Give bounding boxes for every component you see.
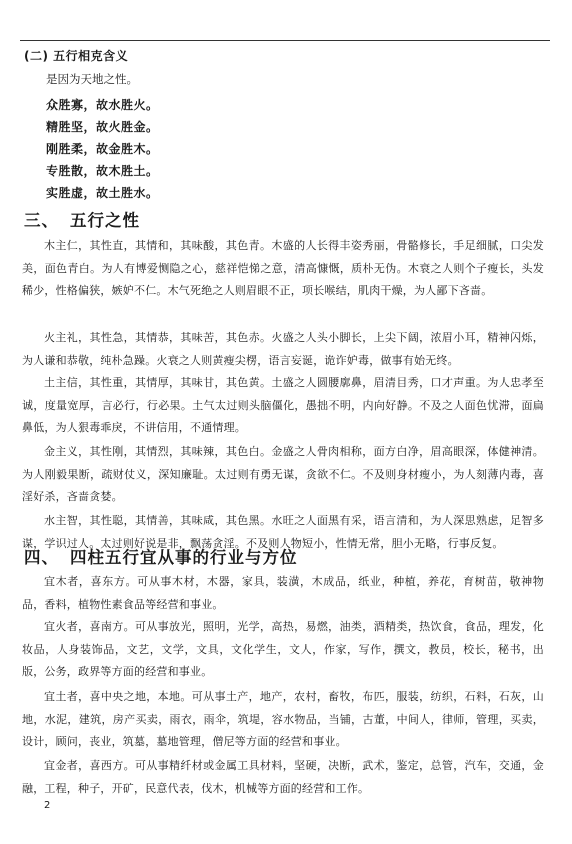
proverb-item: 众胜寡，故水胜火。 bbox=[46, 98, 159, 112]
section-title: 四柱五行宜从事的行业与方位 bbox=[70, 548, 298, 567]
page-number: 2 bbox=[44, 800, 51, 811]
paragraph-favor-fire: 宜火者，喜南方。可从事放光，照明，光学，高热，易燃，油类，酒精类，热饮食，食品，理发，化妆品，人身装饰品，文艺，文学，文具，文化学生，文人，作家，写作，撰文，教员，校长，秘书，出版，公务，政界等方面的经营和事业。 bbox=[22, 620, 544, 679]
proverb-item: 实胜虚，故土胜水。 bbox=[46, 186, 159, 200]
section-number: 四、 bbox=[24, 548, 59, 567]
section-number: 三、 bbox=[24, 211, 59, 230]
paragraph-wood: 木主仁，其性直，其情和，其味酸，其色青。木盛的人长得丰姿秀丽，骨骼修长，手足细腻，口尖发美，面色青白。为人有博爱恻隐之心，慈祥恺悌之意，清高慷慨，质朴无伪。木衰之人则个子瘦长，头发稀少，性格偏狭，嫉妒不仁。木气死绝之人则眉眼不正，项长喉结，肌肉干燥，为人鄙下吝啬。 bbox=[22, 239, 544, 298]
paragraph-favor-wood: 宜木者，喜东方。可从事木材，木器，家具，装潢，木成品，纸业，种植，养花，育树苗，敬神物品，香料，植物性素食品等经营和事业。 bbox=[22, 575, 544, 611]
proverb-list bbox=[46, 94, 159, 204]
proverb-item: 专胜散，故木胜土。 bbox=[46, 164, 159, 178]
proverb-item: 刚胜柔，故金胜木。 bbox=[46, 142, 159, 156]
section-heading-3 bbox=[24, 207, 140, 231]
paragraph-water: 水主智，其性聪，其情善，其味咸，其色黑。水旺之人面黑有采，语言清和，为人深思熟虑，足智多谋，学识过人。太过则好说是非，飘荡贪淫。不及则人物短小，性情无常，胆小无略，行事反复。 bbox=[22, 514, 544, 550]
paragraph-favor-earth: 宜土者，喜中央之地，本地。可从事土产，地产，农村，畜牧，布匹，服装，纺织，石料，石灰，山地，水泥，建筑，房产买卖，雨衣，雨伞，筑堤，容水物品，当铺，古董，中间人，律师，管理，买卖，设计，顾问，丧业，筑墓，墓地管理，僧尼等方面的经营和事业。 bbox=[22, 690, 544, 749]
paragraph-earth: 土主信，其性重，其情厚，其味甘，其色黄。土盛之人圆腰廓鼻，眉清目秀，口才声重。为人忠孝至诚，度量宽厚，言必行，行必果。土气太过则头脑僵化，愚拙不明，内向好静。不及之人面色忧滞，面扁鼻低，为人狠毒乖戾，不讲信用，不通情理。 bbox=[22, 376, 544, 435]
section-heading-4 bbox=[24, 544, 298, 568]
paragraph-favor-metal: 宜金者，喜西方。可从事精纤材或金属工具材料，坚硬，决断，武术，鉴定，总管，汽车，交通，金融，工程，种子，开矿，民意代表，伐木，机械等方面的经营和工作。 bbox=[22, 759, 544, 795]
paragraph-metal: 金主义，其性刚，其情烈，其味辣，其色白。金盛之人骨肉相称，面方白净，眉高眼深，体健神清。为人刚毅果断，疏财仗义，深知廉耻。太过则有勇无谋，贪欲不仁。不及则身材瘦小，为人刻薄内毒，喜淫好杀，吝啬贪婪。 bbox=[22, 445, 544, 504]
subsection-intro: 是因为天地之性。 bbox=[46, 72, 138, 86]
subsection-title: (二) 五行相克含义 bbox=[24, 49, 129, 63]
proverb-item: 精胜坚，故火胜金。 bbox=[46, 120, 159, 134]
header-rule bbox=[20, 40, 550, 41]
paragraph-fire: 火主礼，其性急，其情恭，其味苦，其色赤。火盛之人头小脚长，上尖下阔，浓眉小耳，精神闪烁，为人谦和恭敬，纯朴急躁。火衰之人则黄瘦尖楞，语言妄诞，诡诈妒毒，做事有始无终。 bbox=[22, 331, 544, 367]
section-title: 五行之性 bbox=[70, 211, 140, 230]
